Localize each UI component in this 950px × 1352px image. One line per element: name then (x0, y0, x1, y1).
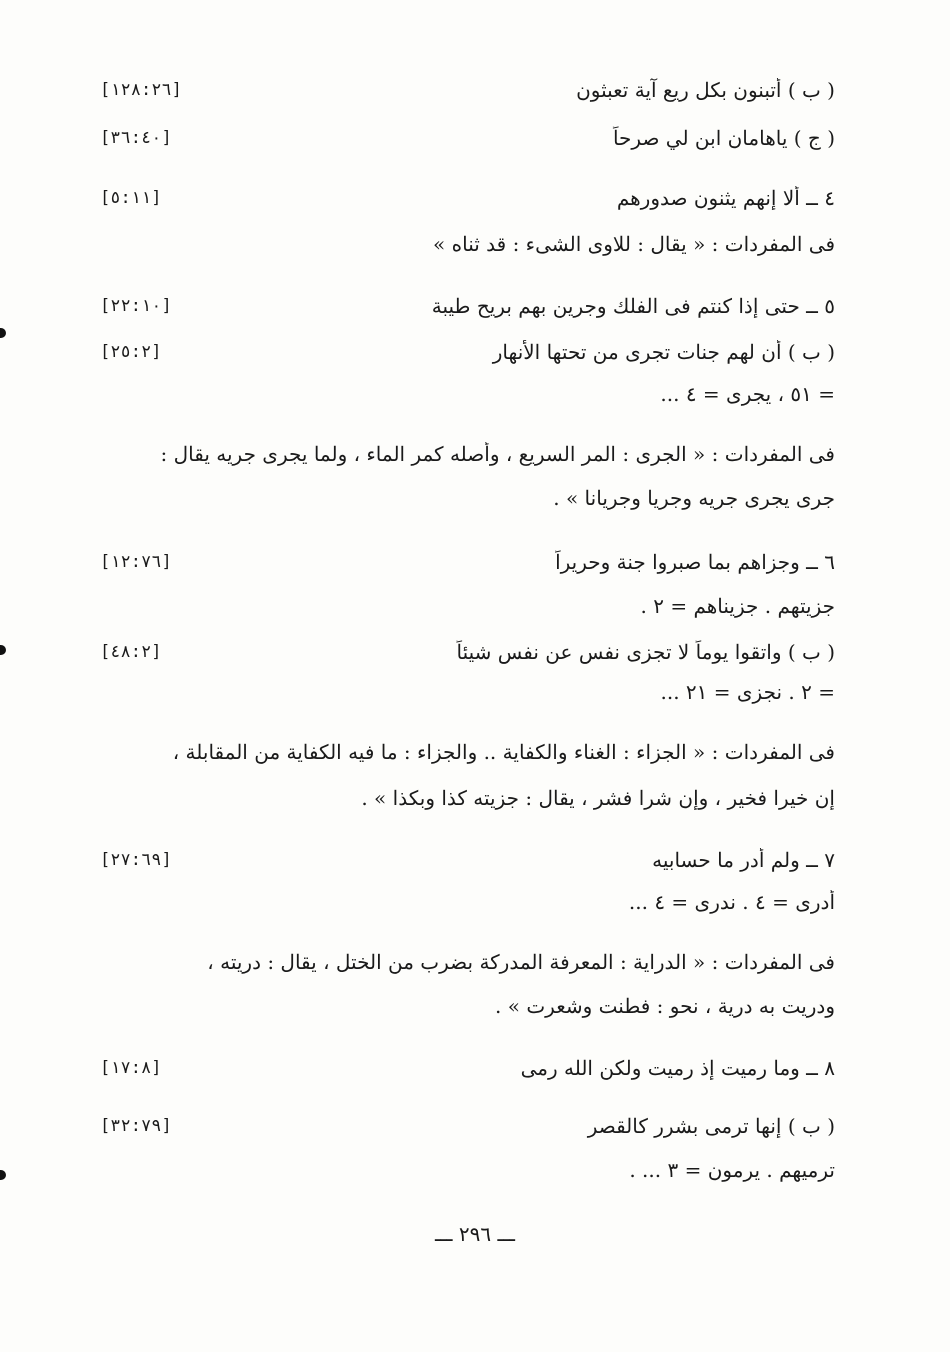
count-line (100, 586, 835, 626)
commentary-line (100, 478, 835, 518)
verse-reference: [٢٧:٦٩] (100, 850, 172, 870)
verse-text: ٧ ــ ولم أدر ما حسابيه (652, 848, 835, 872)
count-line (100, 672, 835, 712)
verse-text: ٤ ــ ألا إنهم يثنون صدورهم (616, 186, 835, 210)
verse-line (100, 286, 835, 326)
verse-text: ٨ ــ وما رميت إذ رميت ولكن الله رمى (520, 1056, 835, 1080)
count-text: ترميهم . يرمون = ٣ ... . (629, 1158, 835, 1182)
page-number: ـــ ٢٩٦ ـــ (434, 1222, 516, 1246)
commentary-text: جرى يجرى جريه وجريا وجريانا » . (553, 486, 835, 510)
commentary-text: فى المفردات : « يقال : للاوى الشىء : قد ثناه » (433, 232, 835, 256)
verse-line (100, 332, 835, 372)
commentary-line (100, 732, 835, 772)
verse-line (100, 1048, 835, 1088)
count-text: جزيتهم . جزيناهم = ٢ . (640, 594, 835, 618)
verse-text: ( ب ) أن لهم جنات تجرى من تحتها الأنهار (492, 340, 835, 364)
verse-reference: [١٢:٧٦] (100, 552, 172, 572)
verse-line (100, 542, 835, 582)
commentary-line (100, 942, 835, 982)
verse-line (100, 70, 835, 110)
commentary-line (100, 986, 835, 1026)
count-text: = ٢ . نجزى = ٢١ ... (660, 680, 835, 704)
margin-mark (0, 645, 6, 655)
count-line (100, 374, 835, 414)
commentary-text: فى المفردات : « الجرى : المر السريع ، وأصله كمر الماء ، ولما يجرى جريه يقال : (160, 442, 835, 466)
verse-text: ( ب ) أتبنون بكل ريع آية تعبثون (576, 78, 835, 102)
commentary-line (100, 778, 835, 818)
verse-text: ٦ ــ وجزاهم بما صبروا جنة وحريراً (555, 550, 835, 574)
count-line (100, 1150, 835, 1190)
verse-line (100, 1106, 835, 1146)
verse-reference: [٣٢:٧٩] (100, 1116, 172, 1136)
verse-text: ( ج ) ياهامان ابن لي صرحاً (612, 126, 835, 150)
verse-reference: [١٧:٨] (100, 1058, 162, 1078)
verse-line (100, 118, 835, 158)
margin-mark (0, 1170, 6, 1180)
commentary-line (100, 434, 835, 474)
verse-text: ٥ ــ حتى إذا كنتم فى الفلك وجرين بهم بريح طيبة (431, 294, 835, 318)
verse-reference: [٢٢:١٠] (100, 296, 172, 316)
verse-reference: [٢٥:٢] (100, 342, 162, 362)
margin-mark (0, 328, 6, 338)
verse-line (100, 840, 835, 880)
verse-reference: [٣٦:٤٠] (100, 128, 172, 148)
verse-line (100, 178, 835, 218)
verse-text: ( ب ) إنها ترمى بشرر كالقصر (587, 1114, 835, 1138)
verse-line (100, 632, 835, 672)
verse-reference: [٥:١١] (100, 188, 162, 208)
count-text: أدرى = ٤ . ندرى = ٤ ... (628, 890, 835, 914)
verse-reference: [١٢٨:٢٦] (100, 80, 182, 100)
verse-text: ( ب ) واتقوا يوماً لا تجزى نفس عن نفس شيئاً (456, 640, 835, 664)
commentary-text: إن خيرا فخير ، وإن شرا فشر ، يقال : جزيته كذا وبكذا » . (361, 786, 835, 810)
commentary-text: فى المفردات : « الجزاء : الغناء والكفاية .. والجزاء : ما فيه الكفاية من المقابلة ، (172, 740, 835, 764)
commentary-line (100, 224, 835, 264)
count-text: = ٥١ ، يجرى = ٤ ... (660, 382, 835, 406)
commentary-text: ودريت به درية ، نحو : فطنت وشعرت » . (495, 994, 835, 1018)
count-line (100, 882, 835, 922)
commentary-text: فى المفردات : « الدراية : المعرفة المدركة بضرب من الختل ، يقال : دريته ، (207, 950, 835, 974)
verse-reference: [٤٨:٢] (100, 642, 162, 662)
